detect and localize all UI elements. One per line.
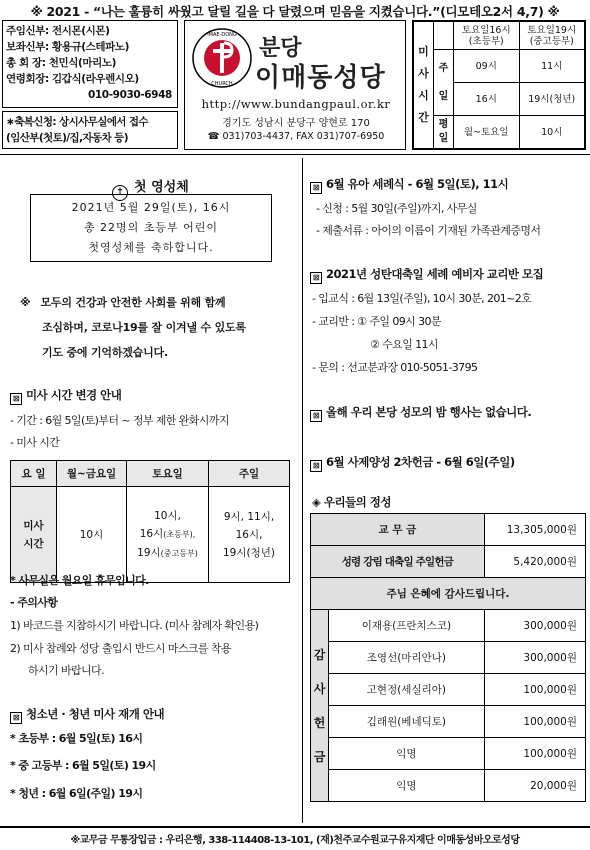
adult-item: - 교리반 : ① 주일 09시 30분: [312, 315, 441, 328]
checkbox-icon: ⊠: [10, 393, 22, 405]
office-note: - 주의사항: [10, 596, 58, 609]
church-name-2: 이매동성당: [255, 63, 386, 93]
column-divider: [302, 158, 303, 823]
youth-mass-title: ⊠ 청소년 · 청년 미사 재개 안내: [10, 706, 164, 724]
weekday-time: 10시: [519, 116, 585, 149]
staff-box: [2, 20, 178, 108]
mass-change-table: [10, 460, 290, 583]
adult-item: - 문의 : 선교분과장 010-5051-3795: [312, 361, 478, 374]
staff-line: 총 회 장: 천민식(마리노): [6, 57, 117, 69]
donor-amount: 20,000원: [484, 770, 585, 802]
col-header: 토요일19시 (중고등부): [519, 22, 585, 50]
donor-amount: 300,000원: [484, 642, 585, 674]
offering-table: [310, 513, 586, 802]
donor-name: 익명: [329, 770, 485, 802]
office-note: 2) 미사 참례와 성당 출입시 반드시 마스크를 착용: [10, 642, 231, 655]
adult-item: ② 수요일 11시: [370, 338, 438, 351]
table-header: 월~금요일: [57, 461, 127, 487]
header-divider: [0, 154, 590, 155]
infant-item: - 제출서류 : 아이의 이름이 기재된 가족관계증명서: [316, 224, 541, 237]
offering-amount: 13,305,000원: [484, 514, 585, 546]
sunday-label: 주 일: [434, 50, 454, 116]
sunday-time: 16시: [454, 83, 520, 116]
donor-amount: 100,000원: [484, 674, 585, 706]
table-header: 주일: [209, 461, 290, 487]
staff-line: 연령회장: 김갑식(라우렌시오): [6, 73, 139, 85]
youth-item: * 초등부 : 6월 5일(토) 16시: [10, 732, 143, 745]
checkbox-icon: ⊠: [310, 460, 322, 472]
sunday-time: 09시: [454, 50, 520, 83]
church-url[interactable]: http://www.bundangpaul.or.kr: [201, 97, 391, 111]
fc-line: 첫영성체를 축하합니다.: [88, 241, 214, 254]
mass-schedule-box: [412, 20, 586, 150]
mass-schedule-table: [413, 21, 585, 149]
youth-item: * 중 고등부 : 6월 5일(토) 19시: [10, 759, 156, 772]
first-communion-title: ✝ 첫 영성체: [112, 176, 189, 201]
footer-text: ※교무금 무통장입금 : 우리은행, 338-114408-13-101, (재)천주교수원교구유지재단 이매동성바오로성당: [70, 835, 520, 846]
note-line: ∗축복신청: 상시사무실에서 접수: [6, 116, 148, 128]
offering-title: ◈ 우리들의 정성: [312, 495, 392, 509]
weekday-cell: 10시: [57, 487, 127, 583]
adult-baptism-title: ⊠ 2021년 성탄대축일 세례 예비자 교리반 모집: [310, 266, 543, 284]
svg-text:IMAE-DONG: IMAE-DONG: [207, 32, 237, 38]
fc-line: 2021년 5월 29일(토), 16시: [71, 201, 231, 214]
mass-change-title: ⊠ 미사 시간 변경 안내: [10, 387, 121, 405]
weekday-days: 월~토요일: [454, 116, 520, 149]
checkbox-icon: ⊠: [10, 712, 22, 724]
donor-name: 김래원(베네딕토): [329, 706, 485, 738]
row-label: 미사 시간: [11, 487, 57, 583]
staff-phone: 010-9030-6948: [88, 89, 172, 101]
second-collection-notice: ⊠ 6월 사제양성 2차헌금 - 6월 6일(주일): [310, 454, 515, 472]
staff-line: 보좌신부: 황용규(스테파노): [6, 41, 130, 53]
weekday-label: 평 일: [434, 116, 454, 149]
adult-item: - 입교식 : 6월 13일(주일), 10시 30분, 201~2호: [312, 292, 532, 305]
saturday-cell: 10시, 16시(초등부), 19시(중고등부): [127, 487, 209, 583]
donor-name: 조영선(마리안나): [329, 642, 485, 674]
church-box: [184, 20, 406, 150]
donor-name: 고현정(세실리아): [329, 674, 485, 706]
office-note: 1) 바코드를 지참하시기 바랍니다. (미사 참례자 확인용): [10, 619, 259, 632]
fc-line: 총 22명의 초등부 어린이: [83, 221, 219, 234]
col-header: 토요일16시 (초등부): [454, 22, 520, 50]
church-tel: ☎ 031)703-4437, FAX 031)707-6950: [207, 131, 385, 142]
mass-change-period: - 기간 : 6월 5일(토)부터 ~ 정부 제한 완화시까지: [10, 414, 229, 427]
infant-baptism-title: ⊠ 6월 유아 세례식 - 6월 5일(토), 11시: [310, 176, 508, 194]
sunday-time: 19시(청년): [519, 83, 585, 116]
church-name-1: 분당: [259, 36, 302, 61]
top-verse: ※ 2021 - “나는 훌륭히 싸웠고 달릴 길을 다 달렸으며 믿음을 지켰습니다.”(디모테오2서 4,7) ※: [30, 4, 560, 19]
table-header: 토요일: [127, 461, 209, 487]
offering-label: 성령 강림 대축일 주일헌금: [311, 546, 485, 578]
first-communion-box: [30, 194, 272, 262]
checkbox-icon: ⊠: [310, 410, 322, 422]
table-header: 요 일: [11, 461, 57, 487]
youth-item: * 청년 : 6월 6일(주일) 19시: [10, 787, 143, 800]
office-note: 하시기 바랍니다.: [28, 664, 104, 677]
mass-change-subtitle: - 미사 시간: [10, 436, 60, 449]
sunday-time: 11시: [519, 50, 585, 83]
blessing-note: [2, 111, 178, 149]
donor-amount: 300,000원: [484, 610, 585, 642]
checkbox-icon: ⊠: [310, 272, 322, 284]
donor-name: 이재용(프란치스코): [329, 610, 485, 642]
donor-amount: 100,000원: [484, 738, 585, 770]
header: [2, 20, 586, 150]
checkbox-icon: ⊠: [310, 182, 322, 194]
thanks-offering-label: 감 사 헌 금: [311, 610, 329, 802]
thanks-banner: 주님 은혜에 감사드립니다.: [311, 578, 586, 610]
prayer-note: ※ 모두의 건강과 안전한 사회를 위해 함께 조심하며, 코로나19를 잘 이겨낼 수 있도록 기도 중에 기억하겠습니다.: [20, 296, 246, 359]
footer-rule: [0, 826, 590, 828]
church-logo-icon: [191, 27, 253, 89]
sunday-cell: 9시, 11시, 16시, 19시(청년): [209, 487, 290, 583]
office-note: * 사무실은 월요일 휴무입니다.: [10, 574, 149, 587]
no-event-notice: ⊠ 올해 우리 본당 성모의 밤 행사는 없습니다.: [310, 404, 531, 422]
emblem-icon: ✝: [112, 185, 128, 201]
infant-item: - 신청 : 5월 30일(주일)까지, 사무실: [316, 202, 477, 215]
note-line: (임산부(첫토)/집,자동차 등): [6, 132, 128, 144]
svg-text:CHURCH: CHURCH: [211, 81, 233, 87]
staff-line: 주임신부: 전시몬(시몬): [6, 25, 110, 37]
donor-amount: 100,000원: [484, 706, 585, 738]
donor-name: 익명: [329, 738, 485, 770]
offering-label: 교 무 금: [311, 514, 485, 546]
church-address: 경기도 성남시 분당구 양현로 170: [222, 118, 370, 129]
mass-time-label: 미 사 시 간: [414, 22, 434, 149]
offering-amount: 5,420,000원: [484, 546, 585, 578]
